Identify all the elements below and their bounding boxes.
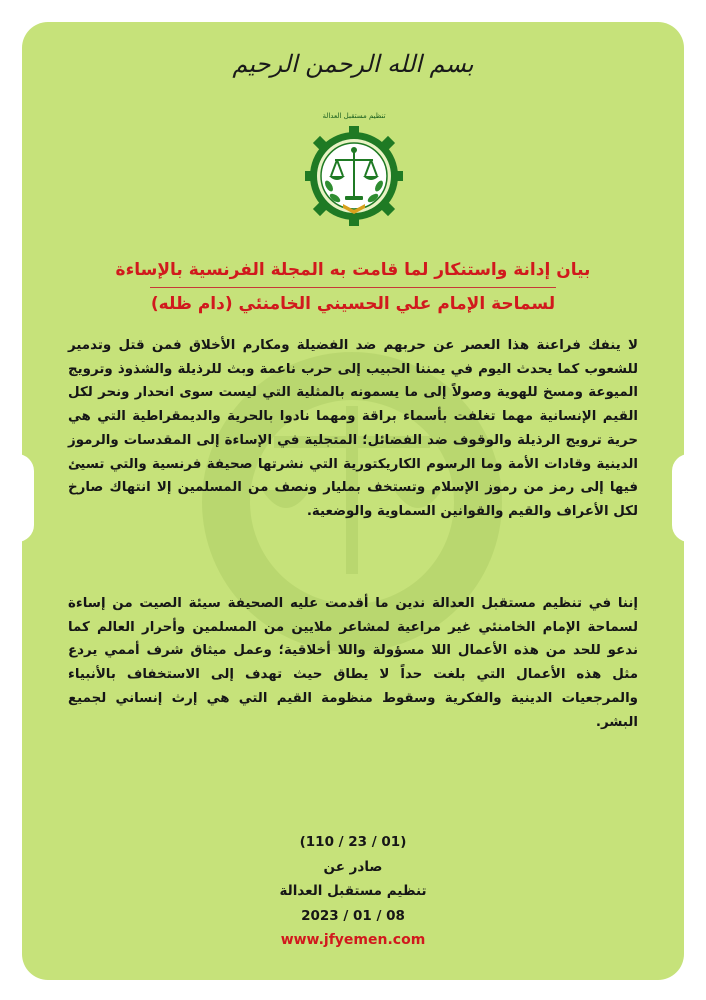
statement-subtitle: لسماحة الإمام علي الحسيني الخامنئي (دام ظله) (150, 294, 556, 314)
reference-number: (110 / 23 / 01) (299, 834, 407, 850)
page-notch-left (22, 454, 34, 542)
issuing-organization: تنظيم مستقبل العدالة (279, 883, 427, 899)
paragraph-1-text: لا ينفك فراعنة هذا العصر عن حربهم ضد الفضيلة ومكارم الأخلاق فمن قتل وتدمير للشعوب كما يحدث اليوم في يمننا الحبيب إلى حرب ناعمة وبث للرذيلة والشذوذ وترويج الميوعة ومسخ للهوية وصولاً إلى ما يسمونه بالمثلية التي ليست سوى انحدار ونحر لكل القيم الإنسانية مهما تغلفت بأسماء براقة ومهما نادوا بالحرية والديمقراطية التي هي حرية ترويج الرذيلة والوقوف ضد الفضائل؛ المتجلية في الإساءة إلى المقدسات والرموز الدينية وقادات الأمة وما الرسوم الكاريكتورية التي نشرتها صحيفة فرنسية والتي تسيئ فيها إلى رمز من رموز الإسلام وتستخف بمليار ونصف من المسلمين إلا انتهاك صارخ لكل الأعراف والقيم والقوانين السماوية والوضعية. (68, 338, 638, 519)
page-notch-right (672, 454, 684, 542)
logo-caption: تنظيم مستقبل العدالة (322, 112, 386, 120)
statement-date: 2023 / 01 / 08 (301, 908, 405, 924)
statement-paragraph-2 (68, 592, 638, 734)
organization-logo (299, 114, 409, 232)
paragraph-2-text: إننا في تنظيم مستقبل العدالة ندين ما أقدمت عليه الصحيفة سيئة الصيت من إساءة لسماحة الإمام الخامنئي غير مراعية لمشاعر ملايين من المسلمين وأحرار العالم كما ندعو للحد من هذه الأعمال اللا مسؤولة واللا أخلاقية؛ وعمل ميثاق شرف أممي يردع مثل هذه الأعمال التي بلغت حداً لا يطاق حيث تهدف إلى الاستخفاف بالأنبياء والمرجعيات الدينية والفكرية وسقوط منظومة القيم التي هي إرث إنساني لجميع البشر. (68, 596, 638, 730)
website-link[interactable]: www.jfyemen.com (280, 932, 426, 948)
statement-paragraph-1 (68, 334, 638, 524)
title-divider (150, 287, 556, 288)
issued-by-label: صادر عن (323, 859, 383, 875)
basmala-calligraphy: بسم الله الرحمن الرحيم (232, 50, 474, 78)
statement-title: بيان إدانة واستنكار لما قامت به المجلة الفرنسية بالإساءة (115, 260, 591, 280)
statement-page (22, 22, 684, 980)
justice-scale-logo-icon (299, 114, 409, 232)
